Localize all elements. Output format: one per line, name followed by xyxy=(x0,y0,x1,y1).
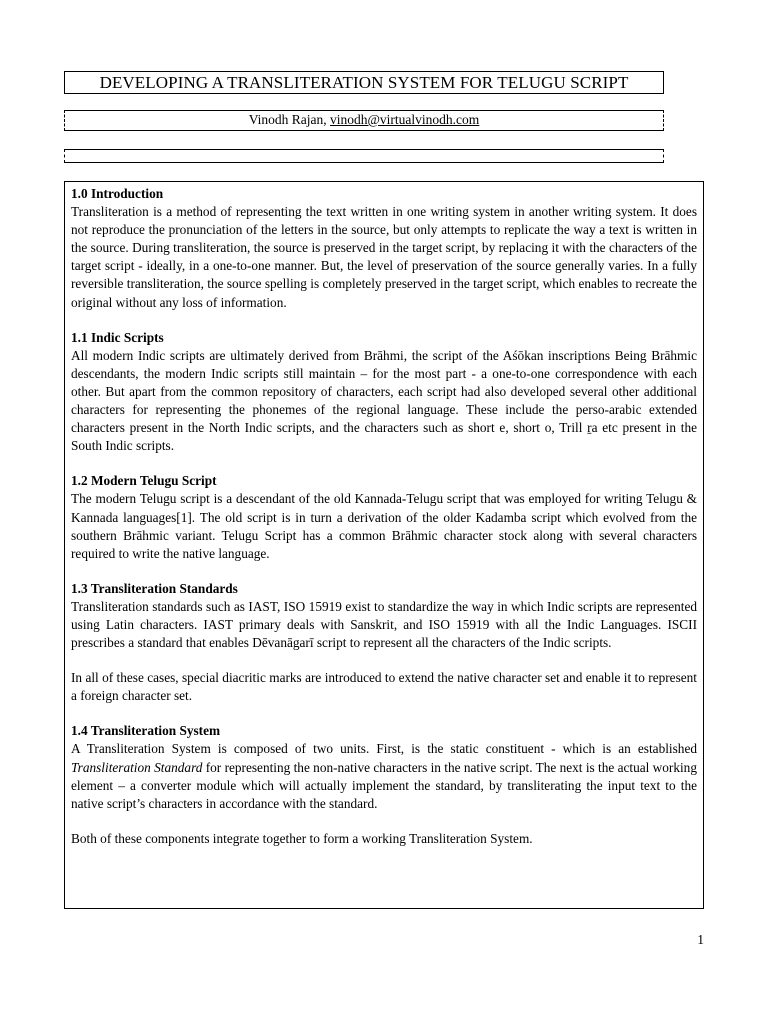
author-name: Vinodh Rajan, xyxy=(248,112,327,127)
section-body: Transliteration is a method of representing the text written in one writing system in another writing system. It does not reproduce the pronunciation of the letters in the source, but only attempts to replicate the way a text is written in the source. During transliteration, the source is preserved in the target script, by replacing it with the characters of the target script - ideally, in a one-to-one manner. But, the level of preservation of the source generally varies. In a fully reversible transliteration, the source spelling is completely preserved in the target script, which enables to recreate the original without any loss of information. xyxy=(71,204,697,310)
page-number: 1 xyxy=(697,932,704,947)
body-text-start: A Transliteration System is composed of two units. First, is the static constituent - which is an established xyxy=(71,741,697,757)
section-heading: 1.3 Transliteration Standards xyxy=(71,580,238,596)
section-transliteration-standards xyxy=(71,580,697,652)
section-introduction xyxy=(71,185,697,312)
section-heading: 1.0 Introduction xyxy=(71,186,164,201)
section-heading: 1.2 Modern Telugu Script xyxy=(71,473,217,489)
section-body xyxy=(71,740,697,812)
empty-header-box xyxy=(64,149,664,163)
section-body: All modern Indic scripts are ultimately derived from Brāhmi, the script of the Aśōkan inscriptions Being Brāhmic descendants, the modern Indic scripts still maintain – for the most part - a one-to-one correspondence with each other. But apart from the common repository of characters, each script had also developed several other additional characters for representing the phonemes of the regional language. These include the perso-arabic extended characters present in the North Indic scripts, and the characters such as short e, short o, Trill ṟa etc present in the South Indic scripts. xyxy=(71,347,697,454)
closing-paragraph: Both of these components integrate together to form a working Transliteration System. xyxy=(71,830,533,846)
italic-term: Transliteration Standard xyxy=(71,759,203,775)
author-line xyxy=(64,110,664,131)
section-body-extra: In all of these cases, special diacritic marks are introduced to extend the native character set and enable it to represent a foreign character set. xyxy=(71,670,697,704)
document-title xyxy=(64,71,664,94)
section-heading: 1.4 Transliteration System xyxy=(71,723,221,739)
main-content-box xyxy=(64,181,704,909)
author-email-link[interactable]: vinodh@virtualvinodh.com xyxy=(330,112,480,127)
section-body: The modern Telugu script is a descendant of the old Kannada-Telugu script that was employed for writing Telugu & Kannada languages[1]. The old script is in turn a derivation of the older Kadamba script which evolved from the southern Brāhmic variant. Telugu Script has a common Brāhmic character stock along with several characters required to write the native language. xyxy=(71,491,697,561)
section-modern-telugu-script xyxy=(71,472,697,562)
document-title-text: DEVELOPING A TRANSLITERATION SYSTEM FOR TELUGU SCRIPT xyxy=(99,73,629,92)
section-transliteration-system xyxy=(71,722,697,812)
body-text-end: for representing the non-native characters in the native script. The next is the actual working element – a converter module which will actually implement the standard, by transliterating the input text to the native script’s characters in accordance with the standard. xyxy=(71,759,697,811)
section-body: Transliteration standards such as IAST, ISO 15919 exist to standardize the way in which Indic scripts are represented using Latin characters. IAST primary deals with Sanskrit, and ISO 15919 with all the Indic Languages. ISCII prescribes a standard that enables Dēvanāgarī script to represent all the characters of the Indic scripts. xyxy=(71,598,697,651)
section-heading: 1.1 Indic Scripts xyxy=(71,329,164,345)
section-indic-scripts xyxy=(71,329,697,456)
